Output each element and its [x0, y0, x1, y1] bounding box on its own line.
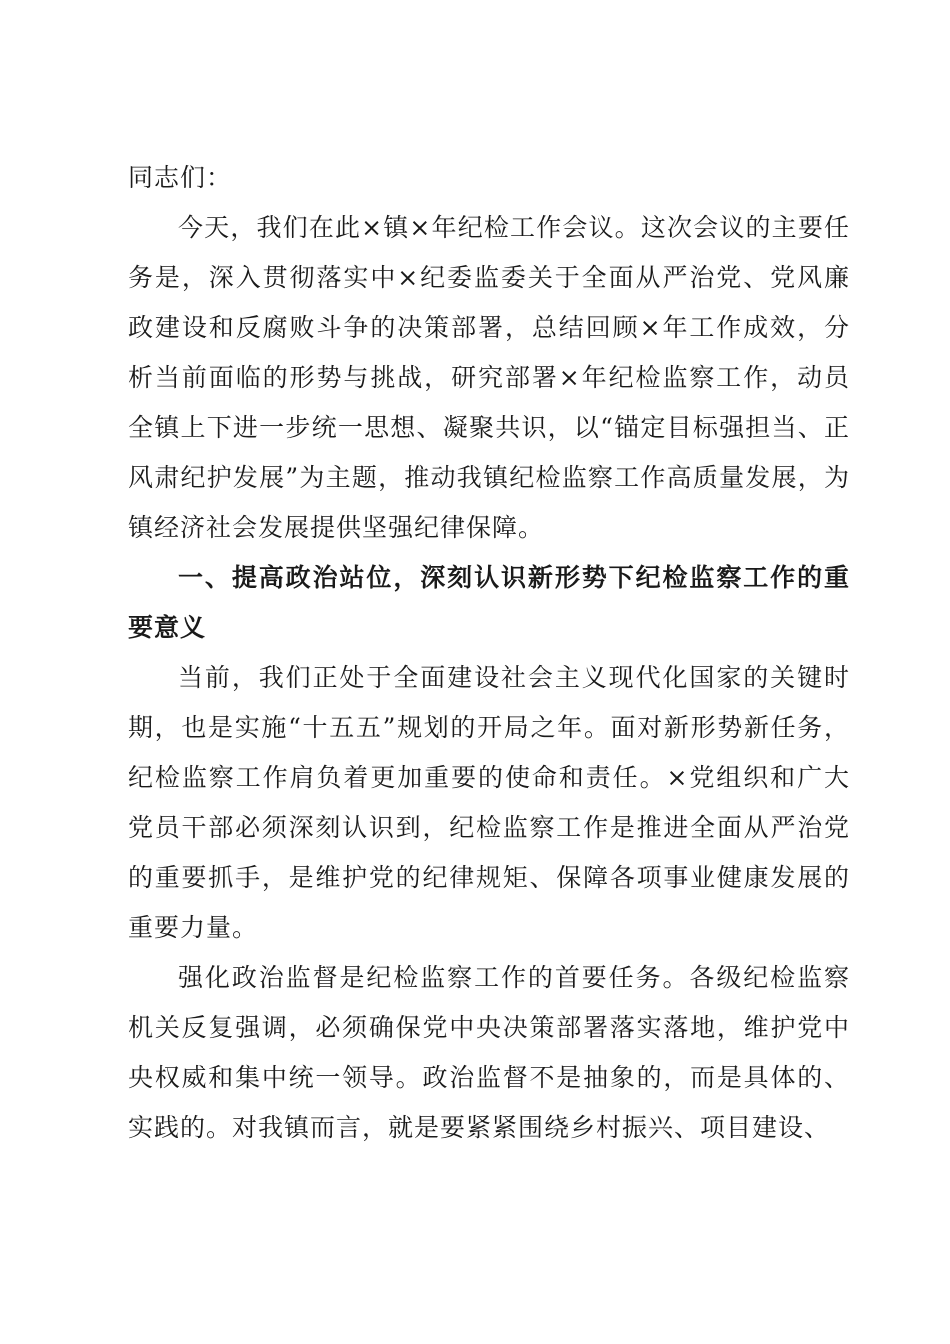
- salutation: 同志们：: [128, 163, 233, 192]
- section-heading: 一、提高政治站位，深刻认识新形势下纪检监察工作的重要意义: [128, 563, 850, 642]
- section-paragraph: 强化政治监督是纪检监察工作的首要任务。各级纪检监察机关反复强调，必须确保党中央决策部署落实落地，维护党中央权威和集中统一领导。政治监督不是抽象的，而是具体的、实践的。对我镇而言，就是要紧紧围绕乡村振兴、项目建设、: [128, 963, 850, 1142]
- section-paragraph: 当前，我们正处于全面建设社会主义现代化国家的关键时期，也是实施“十五五”规划的开局之年。面对新形势新任务，纪检监察工作肩负着更加重要的使命和责任。×党组织和广大党员干部必须深刻认识到，纪检监察工作是推进全面从严治党的重要抓手，是维护党的纪律规矩、保障各项事业健康发展的重要力量。: [128, 663, 850, 942]
- document-body: [128, 153, 850, 1153]
- opening-paragraph: 今天，我们在此×镇×年纪检工作会议。这次会议的主要任务是，深入贯彻落实中×纪委监委关于全面从严治党、党风廉政建设和反腐败斗争的决策部署，总结回顾×年工作成效，分析当前面临的形势与挑战，研究部署×年纪检监察工作，动员全镇上下进一步统一思想、凝聚共识，以“锚定目标强担当、正风肃纪护发展”为主题，推动我镇纪检监察工作高质量发展，为镇经济社会发展提供坚强纪律保障。: [128, 213, 850, 542]
